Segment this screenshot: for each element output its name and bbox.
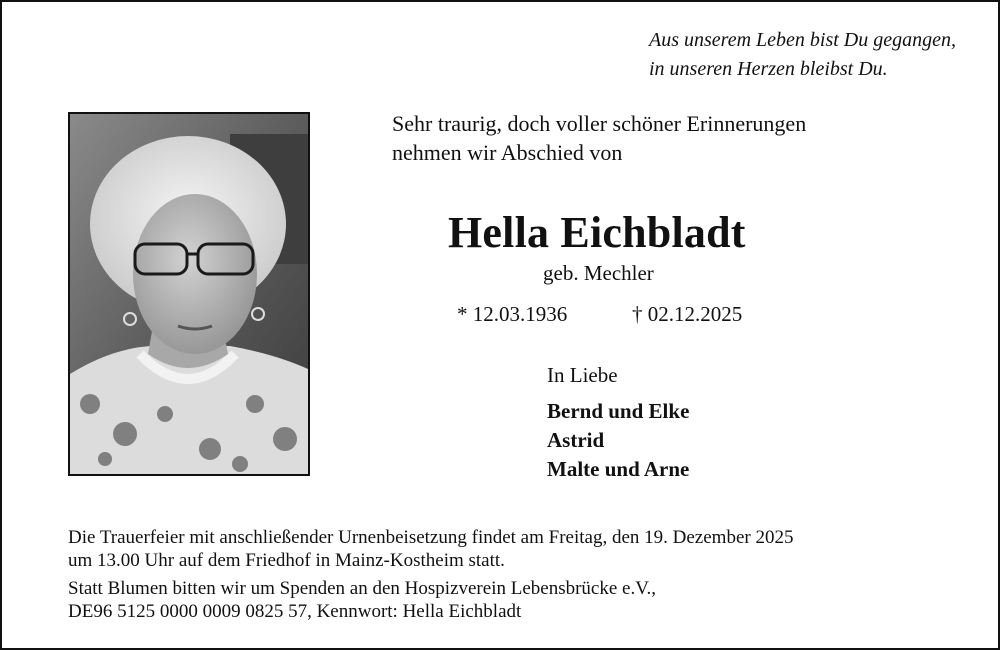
birth-name: geb. Mechler	[543, 261, 654, 285]
mourner-name: Bernd und Elke	[547, 399, 690, 423]
motto-line-2: in unseren Herzen bleibst Du.	[649, 58, 888, 80]
donation-info	[68, 577, 948, 623]
ceremony-info	[68, 526, 948, 572]
ceremony-line-2: um 13.00 Uhr auf dem Friedhof in Mainz-Kostheim statt.	[68, 550, 505, 571]
intro-line-2: nehmen wir Abschied von	[392, 140, 623, 165]
mourners-intro: In Liebe	[547, 363, 618, 387]
mourners-list	[547, 397, 689, 484]
death-date: † 02.12.2025	[632, 302, 743, 326]
birth-date: * 12.03.1936	[457, 302, 568, 326]
portrait-photo	[68, 112, 310, 476]
motto	[649, 26, 956, 84]
footer-info	[68, 526, 948, 628]
intro-line-1: Sehr traurig, doch voller schöner Erinnerungen	[392, 111, 807, 136]
donation-line-1: Statt Blumen bitten wir um Spenden an den Hospizverein Lebensbrücke e.V.,	[68, 578, 656, 599]
life-dates	[457, 302, 743, 327]
motto-line-1: Aus unserem Leben bist Du gegangen,	[649, 29, 956, 51]
deceased-name: Hella Eichbladt	[448, 208, 746, 257]
mourner-name: Malte und Arne	[547, 457, 690, 481]
ceremony-line-1: Die Trauerfeier mit anschließender Urnenbeisetzung findet am Freitag, den 19. Dezember 2025	[68, 527, 794, 548]
donation-line-2: DE96 5125 0000 0009 0825 57, Kennwort: Hella Eichbladt	[68, 601, 522, 622]
mourner-name: Astrid	[547, 428, 605, 452]
intro-text	[392, 109, 806, 167]
